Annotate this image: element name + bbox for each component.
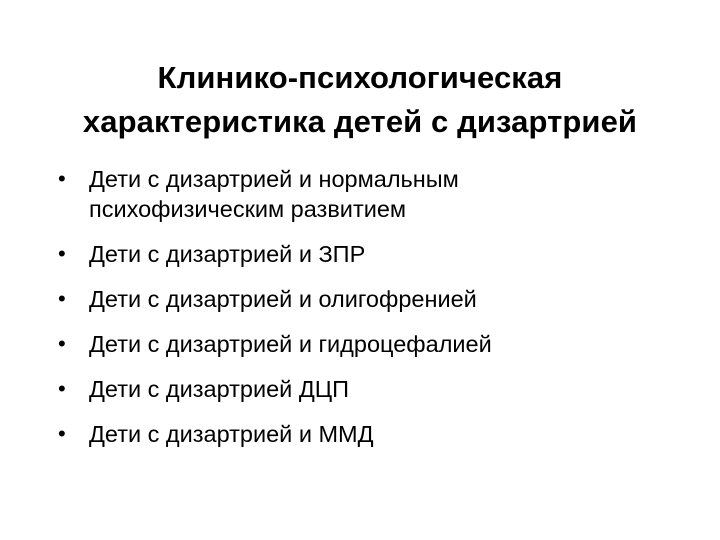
slide-title-line-1: Клинико-психологическая [157,60,563,95]
bullet-item [58,164,658,224]
bullet-text-line: Дети с дизартрией и олигофренией [89,286,477,312]
bullet-text-line: Дети с дизартрией и ЗПР [89,241,366,267]
bullet-text-line: психофизическим развитием [89,196,407,222]
bullet-text-line: Дети с дизартрией и ММД [89,421,374,447]
bullet-dot-icon: • [58,286,66,311]
bullet-dot-icon: • [58,376,66,401]
bullet-text-line: Дети с дизартрией и нормальным [89,166,459,192]
bullet-dot-icon: • [58,421,66,446]
slide-title-line-2: характеристика детей с дизартрией [82,104,638,139]
bullet-item [58,329,658,359]
bullet-dot-icon: • [58,331,66,356]
bullet-text-line: Дети с дизартрией и гидроцефалией [89,331,492,357]
bullet-dot-icon: • [58,241,66,266]
bullet-item [58,419,658,449]
bullet-item [58,284,658,314]
bullet-list [58,164,658,464]
bullet-dot-icon: • [58,166,66,191]
slide-title [36,56,684,144]
bullet-text-line: Дети с дизартрией ДЦП [89,376,350,402]
bullet-item [58,239,658,269]
bullet-item [58,374,658,404]
